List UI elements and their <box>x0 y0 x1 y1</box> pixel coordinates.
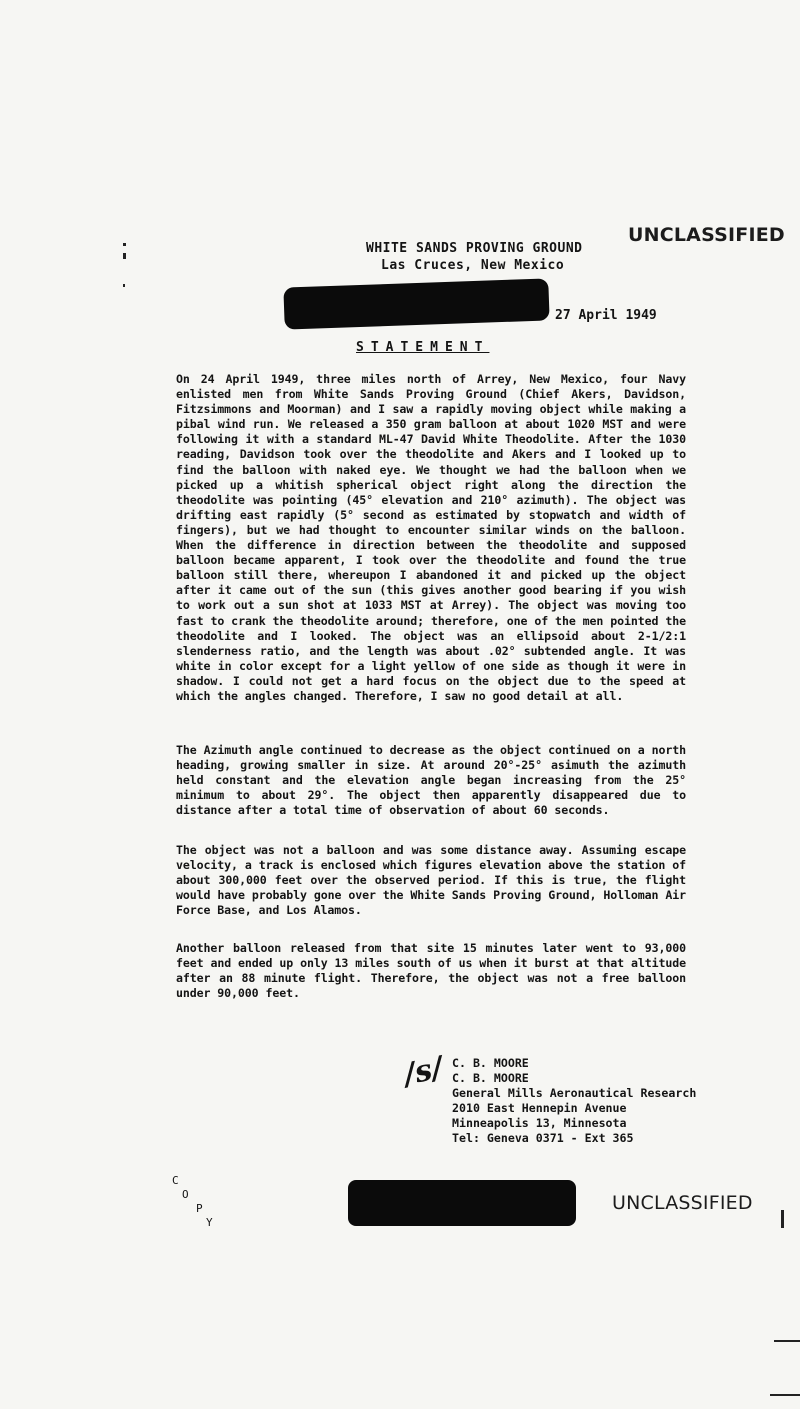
signature-line: Tel: Geneva 0371 - Ext 365 <box>452 1131 634 1145</box>
redaction-bar-bottom <box>348 1180 576 1226</box>
body-paragraph-3: The object was not a balloon and was some distance away. Assuming escape velocity, a track is enclosed which figures elevation above the station of about 300,000 feet over the observed period. If this is true, the flight would have probably gone over the White Sands Proving Ground, Holloman Air Force Base, and Los Alamos. <box>176 843 686 918</box>
signature-line: C. B. MOORE <box>452 1056 529 1070</box>
document-title: STATEMENT <box>356 340 490 355</box>
classification-stamp-top: UNCLASSIFIED <box>628 224 785 246</box>
signature-line: 2010 East Hennepin Avenue <box>452 1101 627 1115</box>
copy-letter: P <box>196 1202 203 1215</box>
signature-mark: /s/ <box>400 1050 447 1093</box>
body-paragraph-4: Another balloon released from that site 15 minutes later went to 93,000 feet and ended up only 13 miles south of us when it burst at that altitude after an 88 minute flight. Therefore, the object was not a free balloon under 90,000 feet. <box>176 941 686 1001</box>
copy-letter: O <box>182 1188 189 1201</box>
classification-stamp-bottom: UNCLASSIFIED <box>612 1192 753 1214</box>
signature-line: C. B. MOORE <box>452 1071 529 1085</box>
copy-letter: C <box>172 1174 179 1187</box>
body-paragraph-1: On 24 April 1949, three miles north of Arrey, New Mexico, four Navy enlisted men from White Sands Proving Ground (Chief Akers, Davidson, Fitzsimmons and Moorman) and I saw a rapidly moving object while making a pibal wind run. We released a 350 gram balloon at about 1020 MST and were following it with a standard ML-47 David White Theodolite. After the 1030 reading, Davidson took over the theodolite and Akers and I looked up to find the balloon with naked eye. We thought we had the balloon when we picked up a whitish spherical object right along the direction the theodolite was pointing (45° elevation and 210° azimuth). The object was drifting east rapidly (5° second as estimated by stopwatch and width of fingers), but we had thought to encounter similar winds on the balloon. When the difference in direction between the theodolite and supposed balloon became apparent, I took over the theodolite and found the true balloon still there, whereupon I abandoned it and picked up the object after it came out of the sun (this gives another good bearing if you wish to work out a sun shot at 1033 MST at Arrey). The object was moving too fast to crank the theodolite around; therefore, one of the men pointed the theodolite and I looked. The object was an ellipsoid about 2-1/2:1 slenderness ratio, and the length was about .02° subtended angle. It was white in color except for a light yellow of one side as though it were in shadow. I could not get a hard focus on the object due to the speed at which the angles changed. Therefore, I saw no good detail at all. <box>176 372 686 703</box>
edge-mark <box>770 1394 800 1396</box>
header-organization: WHITE SANDS PROVING GROUND <box>366 241 583 256</box>
margin-speck <box>123 253 126 259</box>
copy-notation <box>172 1174 213 1230</box>
redaction-bar-top <box>283 278 549 329</box>
body-paragraph-2: The Azimuth angle continued to decrease as the object continued on a north heading, growing smaller in size. At around 20°-25° asimuth the azimuth held constant and the elevation angle began increasing from the 25° minimum to about 29°. The object then apparently disappeared due to distance after a total time of observation of about 60 seconds. <box>176 743 686 818</box>
header-location: Las Cruces, New Mexico <box>381 258 565 273</box>
signature-block <box>452 1056 696 1146</box>
signature-line: General Mills Aeronautical Research <box>452 1086 697 1100</box>
margin-speck <box>123 284 125 287</box>
edge-mark <box>781 1210 784 1228</box>
copy-letter: Y <box>206 1216 213 1229</box>
signature-line: Minneapolis 13, Minnesota <box>452 1116 627 1130</box>
margin-speck <box>123 243 126 246</box>
edge-mark <box>774 1340 800 1342</box>
document-date: 27 April 1949 <box>555 308 657 323</box>
